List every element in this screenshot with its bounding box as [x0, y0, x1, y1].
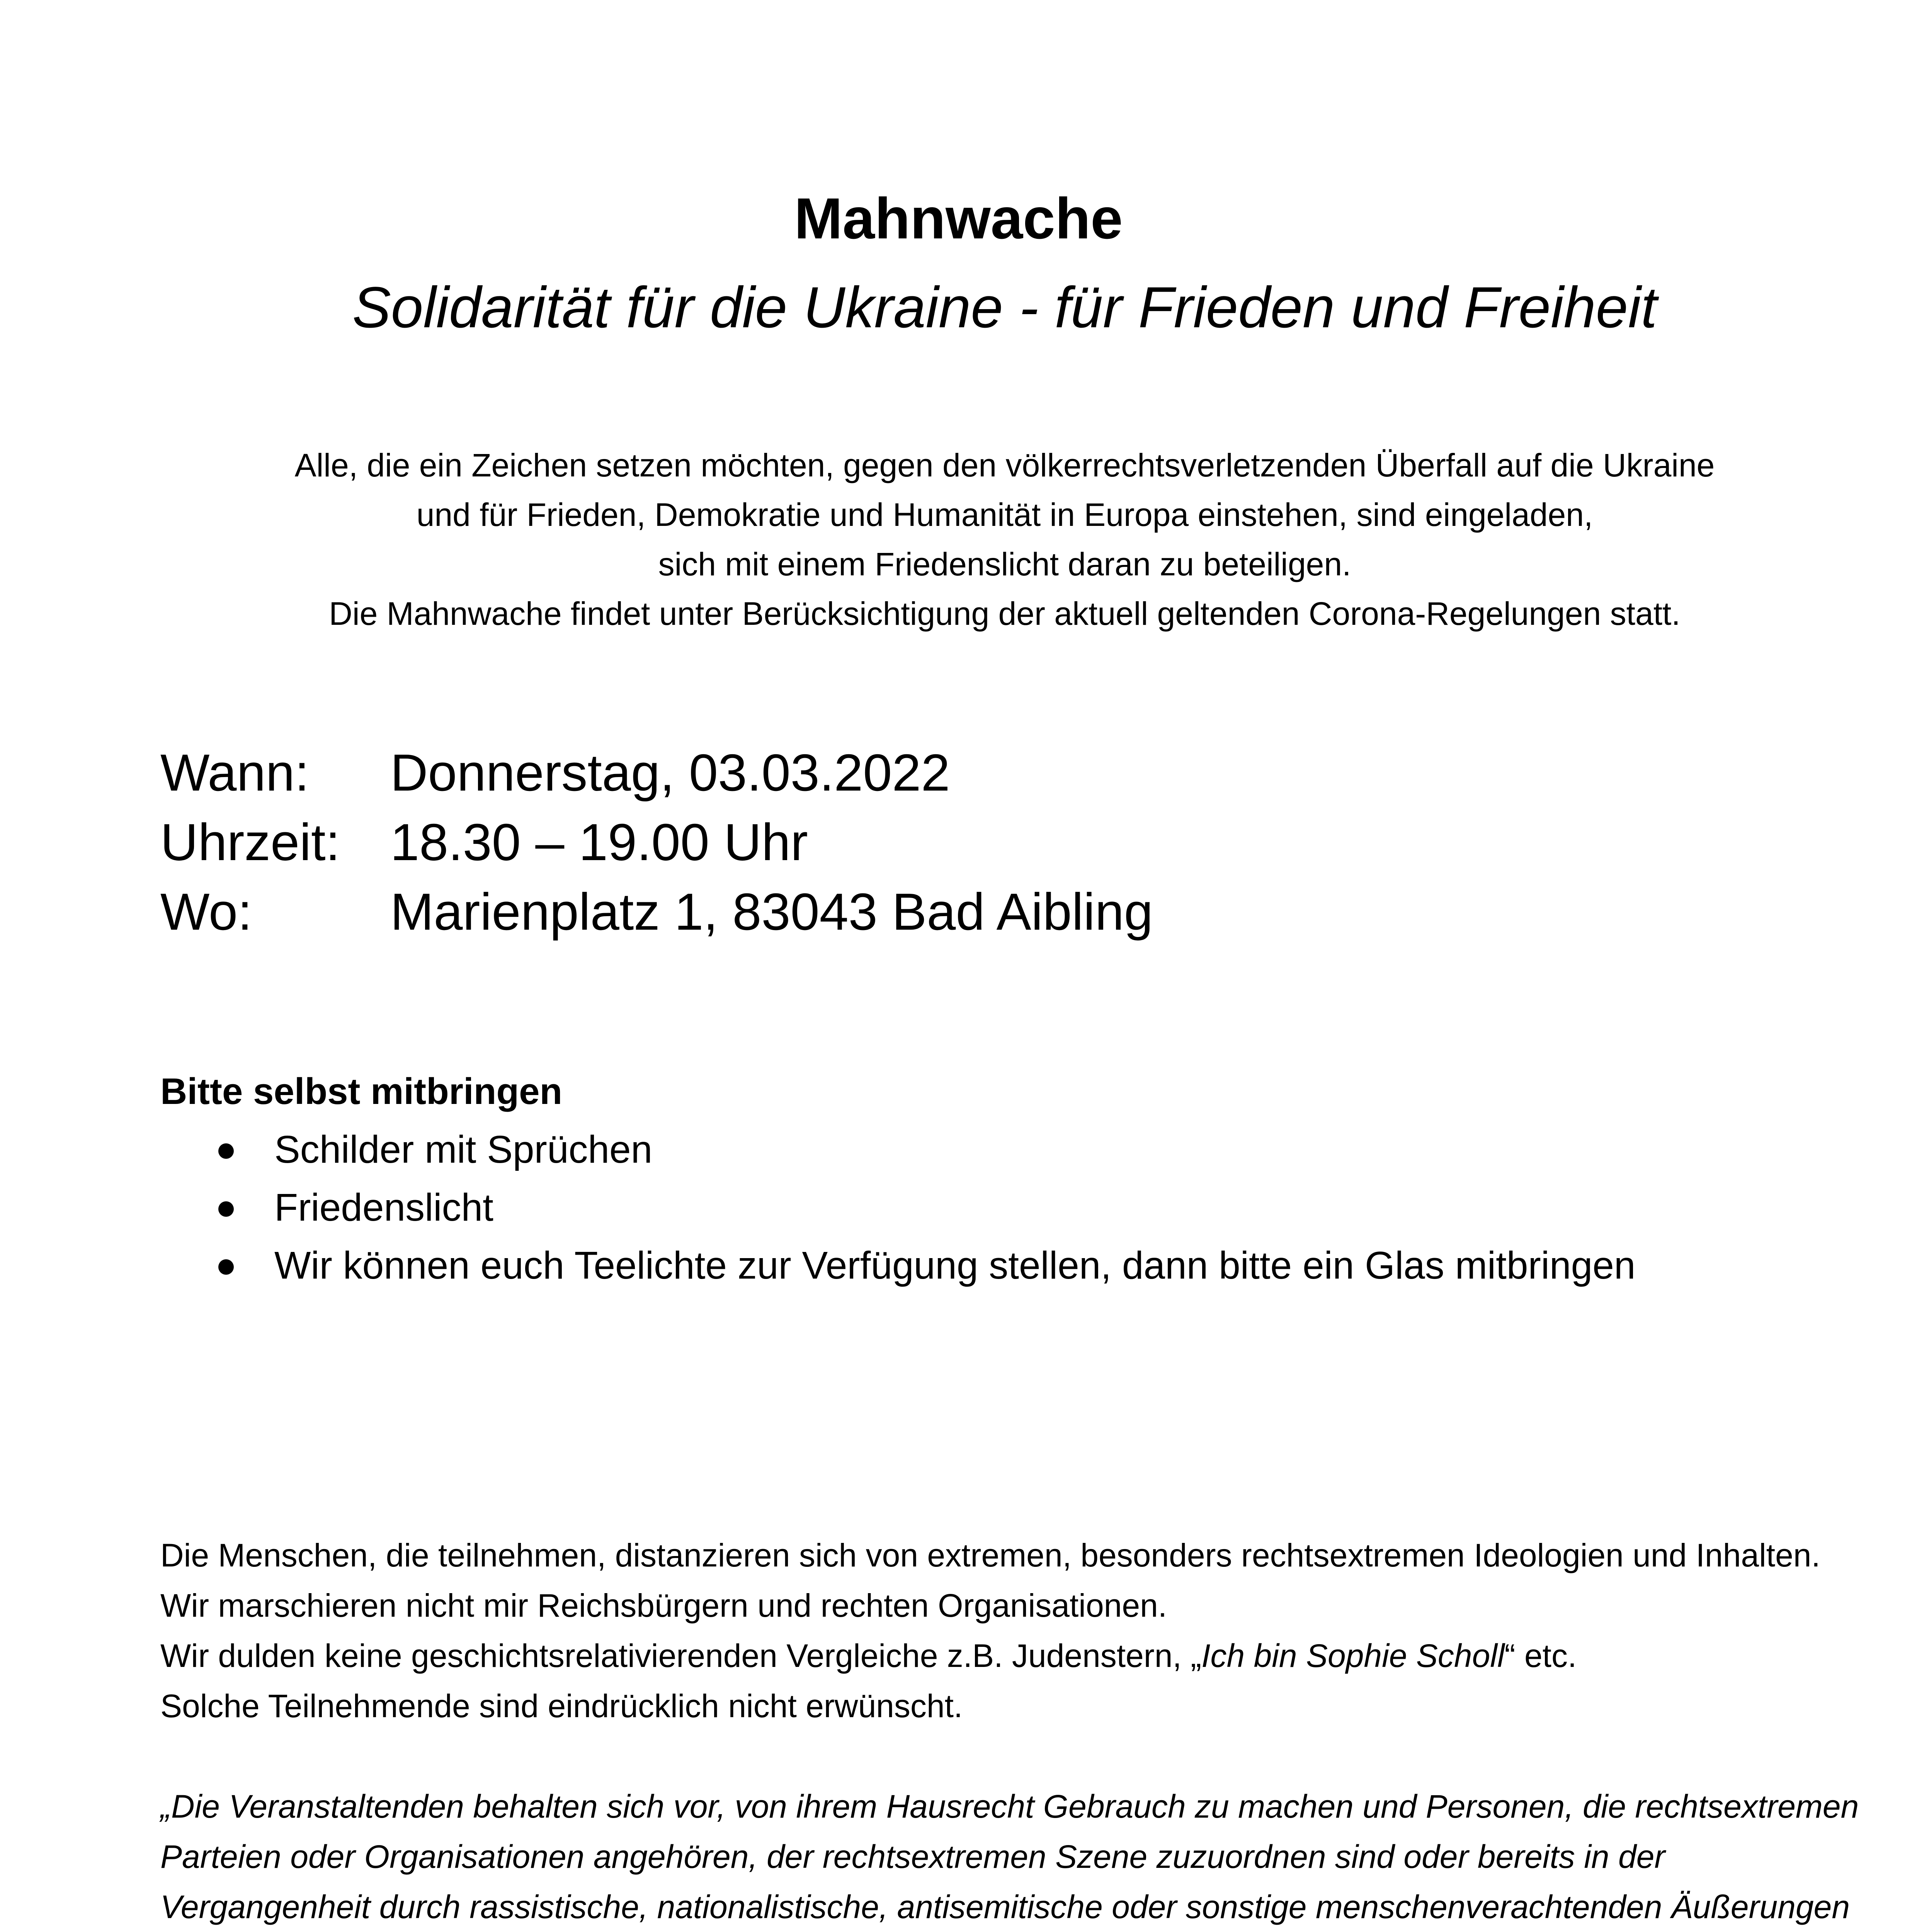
list-item-text: Schilder mit Sprüchen	[274, 1128, 653, 1171]
intro-line: Die Mahnwache findet unter Berücksichtigung der aktuell geltenden Corona-Regelungen statt.	[329, 595, 1681, 632]
bullet-icon	[218, 1143, 234, 1159]
statement-line: Solche Teilnehmende sind eindrücklich nicht erwünscht.	[160, 1688, 963, 1724]
statement-line: Die Menschen, die teilnehmen, distanzieren sich von extremen, besonders rechtsextremen Ideologien und Inhalten.	[160, 1537, 1820, 1573]
bullet-icon	[218, 1259, 234, 1275]
bullet-icon	[218, 1201, 234, 1217]
detail-value: Donnerstag, 03.03.2022	[390, 743, 950, 802]
detail-label: Wann:	[160, 743, 310, 802]
page-title: Mahnwache	[794, 186, 1123, 251]
statement-text: Wir dulden keine geschichtsrelativierenden Vergleiche z.B. Judenstern, „	[160, 1638, 1202, 1674]
detail-value: Marienplatz 1, 83043 Bad Aibling	[390, 883, 1153, 941]
detail-label: Uhrzeit:	[160, 813, 340, 871]
statement-line	[160, 1631, 1577, 1681]
statement-text: “ etc.	[1504, 1638, 1577, 1674]
intro-line: Alle, die ein Zeichen setzen möchten, gegen den völkerrechtsverletzenden Überfall auf die Ukraine	[294, 447, 1715, 483]
page-subtitle: Solidarität für die Ukraine - für Frieden und Freiheit	[352, 275, 1657, 340]
bring-title: Bitte selbst mitbringen	[160, 1071, 563, 1112]
intro-text	[0, 440, 1917, 638]
statement-line: Wir marschieren nicht mir Reichsbürgern und rechten Organisationen.	[160, 1587, 1167, 1624]
intro-line: und für Frieden, Demokratie und Humanität in Europa einstehen, sind eingeladen,	[416, 497, 1593, 533]
quote-line: Vergangenheit durch rassistische, nationalistische, antisemitische oder sonstige menschenverachtenden Äußerungen	[160, 1889, 1850, 1925]
intro-line: sich mit einem Friedenslicht daran zu beteiligen.	[658, 546, 1351, 582]
detail-when	[160, 738, 950, 808]
quote-line: Parteien oder Organisationen angehören, der rechtsextremen Szene zuzuordnen sind oder bereits in der	[160, 1838, 1665, 1875]
list-item-text: Wir können euch Teelichte zur Verfügung stellen, dann bitte ein Glas mitbringen	[274, 1244, 1636, 1287]
detail-time	[160, 808, 808, 877]
detail-value: 18.30 – 19.00 Uhr	[390, 813, 808, 871]
detail-label: Wo:	[160, 883, 252, 941]
quote-line: „Die Veranstaltenden behalten sich vor, von ihrem Hausrecht Gebrauch zu machen und Personen, die rechtsextremen	[160, 1788, 1859, 1825]
detail-where	[160, 877, 1153, 947]
list-item-text: Friedenslicht	[274, 1186, 493, 1229]
statement-quote: Ich bin Sophie Scholl	[1201, 1638, 1505, 1674]
